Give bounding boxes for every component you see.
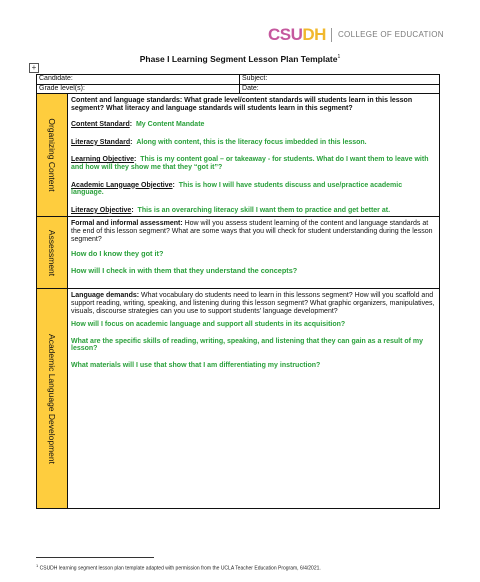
header-row-1 [37,75,440,85]
table-move-handle-icon[interactable]: + [29,63,39,73]
language-q3: What materials will I use that show that I am differentiating my instruction? [71,361,321,369]
organizing-prompt: Content and language standards: What grade level/content standards will students learn in this lesson segment? What literacy and language standards will students learn in this segment? [71,97,413,112]
assessment-row [37,217,440,289]
candidate-field[interactable]: Candidate: [37,75,240,85]
footnote-separator [36,557,154,558]
date-field[interactable]: Date: [240,84,440,94]
language-q1: How will I focus on academic language and support all students in its acquisition? [71,321,346,329]
assessment-side-label: Assessment [37,217,68,289]
language-row [37,289,440,509]
organizing-content-cell[interactable] [68,94,440,217]
grade-field[interactable]: Grade level(s): [37,84,240,94]
logo-wordmark: CSUDH [268,25,326,44]
assessment-cell[interactable] [68,217,440,289]
document-title: Phase I Learning Segment Lesson Plan Template$^1$ [139,54,341,64]
literacy-objective: Literacy Objective: This is an overarching literacy skill I want them to practice and get better at. [71,206,391,214]
organizing-row [37,94,440,217]
language-side-label: Academic Language Development [37,289,68,509]
logo-college-text: COLLEGE OF EDUCATION [337,30,444,39]
assessment-q2: How will I check in with them that they understand the concepts? [71,266,298,276]
logo-divider [331,28,332,42]
literacy-standard: Literacy Standard: Along with content, this is the literacy focus imbedded in this lesson. [71,138,367,146]
assessment-q1: How do I know they got it? [71,249,164,259]
content-standard: Content Standard: My Content Mandate [71,121,205,129]
footnote: $^1$ CSUDH learning segment lesson plan template adapted with permission from the UCLA Teacher Education Program, 6/4/2021. [36,563,321,572]
lesson-plan-table [36,74,440,509]
learning-objective: Learning Objective: This is my content goal – or takeaway - for students. What do I want them to leave with and how will they show me that they “got it”? [71,156,429,171]
csudh-logo [268,27,444,43]
header-row-2 [37,84,440,94]
academic-language-objective: Academic Language Objective: This is how I will have students discuss and use/practice academic language. [71,181,403,197]
assessment-prompt: Formal and informal assessment: How will you assess student learning of the content and language standards at the end of this lesson segment? What are some ways that you will check for student understanding during the lesson segment? [71,220,433,243]
language-cell[interactable] [68,289,440,509]
subject-field[interactable]: Subject: [240,75,440,85]
language-q2: What are the specific skills of reading, writing, speaking, and listening that they can gain as a result of my lesson? [71,337,424,353]
organizing-side-label: Organizing Content [37,94,68,217]
language-prompt: Language demands: What vocabulary do students need to learn in this lessons segment? How will you scaffold and support reading, writing, speaking, and listening during this lesson segment? What graphic organizers, manipulatives, visuals, discourse strategies can you use to support students’ language development? [71,292,435,315]
